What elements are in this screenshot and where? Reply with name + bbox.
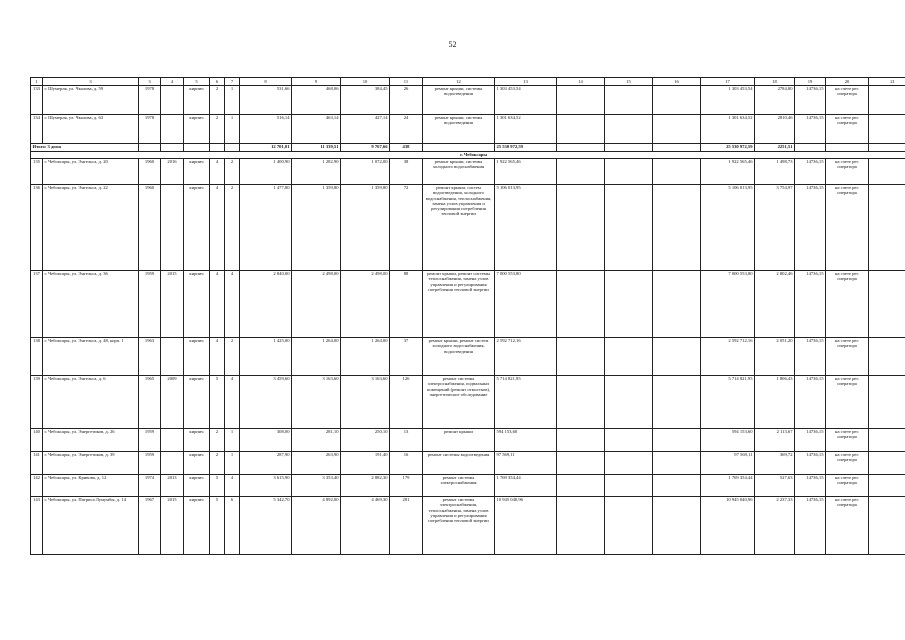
cell-cost-col-16 [653, 475, 701, 497]
column-number: 19 [795, 78, 826, 86]
cell-floors: 2 [210, 452, 225, 475]
table-row [31, 452, 905, 475]
cell-cost-col-16 [653, 185, 701, 271]
cell-cost-col-14 [557, 271, 605, 338]
cell-cost-col-15 [605, 159, 653, 185]
cell-cost-col-14 [557, 338, 605, 376]
cell-area-living: 463,14 [292, 115, 341, 144]
cell-cost-total: 7 000 553,80 [495, 271, 557, 338]
cell-floors: 2 [210, 115, 225, 144]
column-number: 15 [605, 78, 653, 86]
cell-floors: 2 [210, 86, 225, 115]
cell-wall-material: кирпич [184, 452, 210, 475]
cell-year-renovated [161, 452, 184, 475]
cell-wall-material: кирпич [184, 338, 210, 376]
cell-empty [795, 144, 826, 152]
cell-unit-cost: 2784,80 [755, 86, 795, 115]
cell-empty [210, 144, 225, 152]
cell-cost-other: 1 303 453,54 [701, 86, 755, 115]
cell-cost-total: 97 569,11 [495, 452, 557, 475]
table-row [31, 376, 905, 429]
cell-address: г. Чебоксары, ул. Энергетиков, д. 26 [43, 429, 139, 452]
cell-max-unit-cost: 14736,15 [795, 452, 826, 475]
cell-residents: 24 [390, 115, 423, 144]
cell-empty [161, 144, 184, 152]
cell-total-cost: 25 530 972,59 [495, 144, 557, 152]
cell-works-list: ремонт крыши [423, 429, 495, 452]
cell-year-built: 1965 [139, 376, 161, 429]
cell-cost-col-15 [605, 271, 653, 338]
cell-total-res: 9 767,66 [341, 144, 390, 152]
cell-cost-other: 594 153,60 [701, 429, 755, 452]
cell-entrances: 4 [225, 271, 240, 338]
cell-residents: 126 [390, 376, 423, 429]
cell-max-unit-cost: 14736,15 [795, 429, 826, 452]
total-row [31, 144, 905, 152]
cell-row-number: 134 [31, 115, 43, 144]
cell-area-residential: 2 882,30 [341, 475, 390, 497]
cell-cost-other: 1 922 565,46 [701, 159, 755, 185]
cell-max-unit-cost: 14736,15 [795, 271, 826, 338]
cell-cost-col-15 [605, 185, 653, 271]
cell-area-living: 1 282,90 [292, 159, 341, 185]
cell-floors: 5 [210, 376, 225, 429]
cell-empty [423, 144, 495, 152]
cell-wall-material: кирпич [184, 86, 210, 115]
column-number: 1 [31, 78, 43, 86]
cell-cost-total: 2 592 712,16 [495, 338, 557, 376]
cell-area-total: 5 342,70 [240, 497, 292, 555]
cell-row-number: 140 [31, 429, 43, 452]
cell-cost-col-16 [653, 497, 701, 555]
cell-cost-col-15 [605, 86, 653, 115]
cell-year-renovated: 2009 [161, 376, 184, 429]
cell-entrances: 1 [225, 86, 240, 115]
cell-area-living: 1 264,00 [292, 338, 341, 376]
cell-works-list: ремонт крыши, ремонт системы теплоснабжения, замена узлов управления и регулирования потребления тепловой энергии [423, 271, 495, 338]
cell-address: г. Чебоксары, ул. Энергетиков, д. 39 [43, 452, 139, 475]
cell-address: г. Чебоксары, ул. Энгельса, д. 48, корп. 1 [43, 338, 139, 376]
cell-empty [869, 144, 905, 152]
cell-area-total: 3 459,60 [240, 376, 292, 429]
cell-unit-cost: 2810,46 [755, 115, 795, 144]
page-number: 52 [448, 40, 457, 49]
cell-funding-method: на счете рег. оператора [826, 475, 869, 497]
cell-funding-method: на счете рег. оператора [826, 497, 869, 555]
cell-area-residential: 2 498,00 [341, 271, 390, 338]
cell-year-built: 1967 [139, 497, 161, 555]
cell-area-residential: 250,10 [341, 429, 390, 452]
cell-area-residential: 1 359,80 [341, 185, 390, 271]
cell-empty-col-21 [869, 475, 905, 497]
cell-entrances: 1 [225, 452, 240, 475]
cell-year-built: 1959 [139, 429, 161, 452]
cell-works-list: ремонт системы электроснабжения, теплоснабжения, замена узлов управления и регулирования потребления тепловой энергии [423, 497, 495, 555]
cell-address: г. Чебоксары, ул. Кривова, д. 12 [43, 475, 139, 497]
cell-works-list: ремонт крыши, ремонт систем холодного водоснабжения, водоотведения [423, 338, 495, 376]
city-heading-row [31, 152, 905, 159]
cell-unit-cost: 2 802,46 [755, 271, 795, 338]
cell-cost-total: 594 153,60 [495, 429, 557, 452]
column-number: 7 [225, 78, 240, 86]
cell-cost-col-14 [557, 185, 605, 271]
cell-entrances: 2 [225, 185, 240, 271]
cell-cost-col-14 [557, 159, 605, 185]
cell-unit-cost: 527,63 [755, 475, 795, 497]
cell-cost-col-15 [605, 429, 653, 452]
cell-year-built: 1963 [139, 338, 161, 376]
cell-cost-col-16 [653, 452, 701, 475]
table-row [31, 86, 905, 115]
table-row [31, 271, 905, 338]
cell-cost-total: 1 303 453,54 [495, 86, 557, 115]
cell-empty [653, 144, 701, 152]
cell-wall-material: кирпич [184, 115, 210, 144]
column-number: 16 [653, 78, 701, 86]
cell-entrances: 6 [225, 497, 240, 555]
column-number: 17 [701, 78, 755, 86]
cell-entrances: 2 [225, 159, 240, 185]
cell-max-unit-cost: 14736,15 [795, 338, 826, 376]
cell-funding-method: на счете рег. оператора [826, 338, 869, 376]
cell-works-list: ремонт системы электроснабжения, подвальных помещений (ремонт отмостков), энергетическое обследование [423, 376, 495, 429]
cell-area-living: 3 163,60 [292, 376, 341, 429]
cell-year-built: 1978 [139, 115, 161, 144]
cell-cost-col-14 [557, 497, 605, 555]
column-number: 18 [755, 78, 795, 86]
cell-empty [225, 144, 240, 152]
cell-area-living: 468,06 [292, 86, 341, 115]
cell-funding-method: на счете рег. оператора [826, 452, 869, 475]
cell-cost-other: 2 592 712,16 [701, 338, 755, 376]
table-row [31, 475, 905, 497]
cell-residents: 26 [390, 86, 423, 115]
cell-year-renovated: 2015 [161, 497, 184, 555]
cell-cost-col-16 [653, 86, 701, 115]
cell-year-renovated [161, 185, 184, 271]
cell-area-residential: 1 072,00 [341, 159, 390, 185]
cell-area-residential: 427,14 [341, 115, 390, 144]
cell-area-total: 2 840,00 [240, 271, 292, 338]
cell-works-list: ремонт системы водоотведения [423, 452, 495, 475]
column-number: 9 [292, 78, 341, 86]
cell-cost-col-15 [605, 338, 653, 376]
cell-row-number: 143 [31, 497, 43, 555]
cell-cost-col-15 [605, 497, 653, 555]
cell-funding-method: на счете рег. оператора [826, 376, 869, 429]
cell-total-living: 11 339,51 [292, 144, 341, 152]
cell-row-number: 142 [31, 475, 43, 497]
column-number: 21 [869, 78, 905, 86]
cell-unit-cost: 1 806,43 [755, 376, 795, 429]
cell-empty [139, 144, 161, 152]
column-number: 11 [390, 78, 423, 86]
table-body [31, 78, 905, 555]
cell-area-residential: 191,40 [341, 452, 390, 475]
cell-unit-cost: 369,72 [755, 452, 795, 475]
cell-row-number: 135 [31, 159, 43, 185]
cell-total-area: 12 701,01 [240, 144, 292, 152]
cell-year-renovated: 2016 [161, 159, 184, 185]
cell-year-built: 1959 [139, 271, 161, 338]
cell-works-list: ремонт крыши, системы водоотведения [423, 86, 495, 115]
table-row [31, 338, 905, 376]
cell-entrances: 4 [225, 475, 240, 497]
cell-cost-col-14 [557, 452, 605, 475]
cell-empty-col-21 [869, 86, 905, 115]
cell-year-renovated [161, 86, 184, 115]
cell-cost-total: 1 922 565,46 [495, 159, 557, 185]
column-number: 6 [210, 78, 225, 86]
cell-empty-col-21 [869, 452, 905, 475]
cell-floors: 5 [210, 497, 225, 555]
cell-cost-col-14 [557, 86, 605, 115]
cell-max-unit-cost: 14736,15 [795, 475, 826, 497]
cell-max-unit-cost: 14736,15 [795, 185, 826, 271]
cell-area-residential: 4 469,30 [341, 497, 390, 555]
cell-wall-material: кирпич [184, 159, 210, 185]
cell-unit-cost: 3 754,97 [755, 185, 795, 271]
table-row [31, 497, 905, 555]
column-number: 3 [43, 78, 139, 86]
column-number: 12 [423, 78, 495, 86]
cell-area-residential: 3 163,60 [341, 376, 390, 429]
cell-floors: 4 [210, 271, 225, 338]
cell-max-unit-cost: 14736,15 [795, 86, 826, 115]
cell-total-residents: 438 [390, 144, 423, 152]
cell-cost-col-15 [605, 475, 653, 497]
cell-address: г. Шумерля, ул. Чкалова, д. 59 [43, 86, 139, 115]
cell-residents: 72 [390, 185, 423, 271]
cell-floors: 5 [210, 475, 225, 497]
cell-address: г. Шумерля, ул. Чкалова, д. 63 [43, 115, 139, 144]
cell-cost-total: 1 301 634,52 [495, 115, 557, 144]
cell-cost-other: 1 301 634,52 [701, 115, 755, 144]
cell-area-total: 516,14 [240, 115, 292, 144]
cell-address: г. Чебоксары, ул. Энгельса, д. 36 [43, 271, 139, 338]
cell-unit-cost: 1 498,73 [755, 159, 795, 185]
cell-entrances: 2 [225, 338, 240, 376]
cell-funding-method: на счете рег. оператора [826, 185, 869, 271]
cell-area-residential: 384,45 [341, 86, 390, 115]
cell-area-living: 1 359,80 [292, 185, 341, 271]
cell-empty [184, 144, 210, 152]
cell-cost-total: 5 106 013,95 [495, 185, 557, 271]
cell-entrances: 4 [225, 376, 240, 429]
cell-cost-total: 5 714 821,95 [495, 376, 557, 429]
cell-empty [557, 144, 605, 152]
cell-empty [826, 144, 869, 152]
cell-area-residential: 1 264,00 [341, 338, 390, 376]
cell-cost-other: 97 569,11 [701, 452, 755, 475]
cell-cost-other: 5 714 821,95 [701, 376, 755, 429]
cell-address: г. Чебоксары, ул. Энгельса, д. 6 [43, 376, 139, 429]
cell-floors: 4 [210, 185, 225, 271]
cell-year-built: 1959 [139, 452, 161, 475]
column-number: 14 [557, 78, 605, 86]
cell-wall-material: кирпич [184, 497, 210, 555]
cell-area-total: 308,00 [240, 429, 292, 452]
cell-empty-col-21 [869, 376, 905, 429]
cell-entrances: 1 [225, 429, 240, 452]
cell-empty-col-21 [869, 115, 905, 144]
table-row [31, 115, 905, 144]
cell-year-built: 1978 [139, 86, 161, 115]
cell-residents: 38 [390, 159, 423, 185]
cell-year-renovated [161, 429, 184, 452]
cell-empty-col-21 [869, 497, 905, 555]
cell-area-living: 3 353,40 [292, 475, 341, 497]
cell-empty [605, 144, 653, 152]
cell-area-living: 281,10 [292, 429, 341, 452]
cell-row-number: 133 [31, 86, 43, 115]
cell-area-total: 531,66 [240, 86, 292, 115]
cell-empty-col-21 [869, 429, 905, 452]
table-row [31, 429, 905, 452]
cell-residents: 88 [390, 271, 423, 338]
column-number: 20 [826, 78, 869, 86]
column-number: 4 [161, 78, 184, 86]
cell-area-total: 287,90 [240, 452, 292, 475]
cell-cost-col-16 [653, 271, 701, 338]
cell-row-number: 139 [31, 376, 43, 429]
cell-year-renovated [161, 115, 184, 144]
cell-total-label: Итого: 3 дома [31, 144, 139, 152]
cell-cost-other: 7 000 553,80 [701, 271, 755, 338]
cell-residents: 281 [390, 497, 423, 555]
cell-row-number: 141 [31, 452, 43, 475]
cell-empty-col-21 [869, 185, 905, 271]
cell-address: г. Чебоксары, ул. Энгельса, д. 22 [43, 185, 139, 271]
cell-cost-col-16 [653, 429, 701, 452]
cell-cost-total: 1 769 354,44 [495, 475, 557, 497]
column-number: 3 [139, 78, 161, 86]
cell-empty-col-21 [869, 338, 905, 376]
cell-cost-col-16 [653, 376, 701, 429]
cell-year-built: 1960 [139, 159, 161, 185]
cell-max-unit-cost: 14736,15 [795, 159, 826, 185]
cell-unit-cost: 2 113,67 [755, 429, 795, 452]
cell-area-total: 3 615,90 [240, 475, 292, 497]
cell-year-renovated: 2013 [161, 475, 184, 497]
cell-works-list: ремонт крыши, систем водоотведения, холодного водоснабжения, теплоснабжения, замена узлов управления и регулирования потребления тепловой энергии [423, 185, 495, 271]
table-row [31, 185, 905, 271]
cell-year-renovated: 2015 [161, 271, 184, 338]
cell-area-total: 1 400,90 [240, 159, 292, 185]
cell-residents: 13 [390, 429, 423, 452]
column-number: 13 [495, 78, 557, 86]
cell-empty-col-21 [869, 271, 905, 338]
cell-funding-method: на счете рег. оператора [826, 429, 869, 452]
cell-max-unit-cost: 14736,15 [795, 115, 826, 144]
cell-floors: 4 [210, 159, 225, 185]
cell-area-living: 2 498,00 [292, 271, 341, 338]
cell-max-unit-cost: 14736,15 [795, 497, 826, 555]
cell-unit-cost: 2 051,20 [755, 338, 795, 376]
cell-funding-method: на счете рег. оператора [826, 86, 869, 115]
cell-empty-col-21 [869, 159, 905, 185]
cell-cost-other: 5 106 013,95 [701, 185, 755, 271]
cell-residents: 37 [390, 338, 423, 376]
cell-row-number: 138 [31, 338, 43, 376]
cell-cost-col-14 [557, 429, 605, 452]
table-row [31, 159, 905, 185]
cell-wall-material: кирпич [184, 271, 210, 338]
cell-address: г. Чебоксары, ул. Патриса Лумумбы, д. 14 [43, 497, 139, 555]
city-heading: г. Чебоксары [31, 152, 905, 159]
cell-floors: 2 [210, 429, 225, 452]
cell-cost-col-14 [557, 475, 605, 497]
cell-works-list: ремонт крыши, системы холодного водоснабжения [423, 159, 495, 185]
cell-cost-col-15 [605, 452, 653, 475]
cell-area-total: 1 425,00 [240, 338, 292, 376]
cell-row-number: 137 [31, 271, 43, 338]
cell-area-living: 263,90 [292, 452, 341, 475]
cell-max-unit-cost: 14736,15 [795, 376, 826, 429]
cell-address: г. Чебоксары, ул. Энгельса, д. 20 [43, 159, 139, 185]
cell-row-number: 136 [31, 185, 43, 271]
column-number: 8 [240, 78, 292, 86]
cell-cost-col-14 [557, 115, 605, 144]
cell-cost-other: 10 945 040,96 [701, 497, 755, 555]
cell-wall-material: кирпич [184, 475, 210, 497]
cell-cost-col-14 [557, 376, 605, 429]
cell-residents: 179 [390, 475, 423, 497]
cell-works-list: ремонт системы электроснабжения [423, 475, 495, 497]
cell-area-living: 4 892,00 [292, 497, 341, 555]
cell-cost-col-16 [653, 338, 701, 376]
cell-floors: 4 [210, 338, 225, 376]
column-number-row [31, 78, 905, 86]
column-number: 5 [184, 78, 210, 86]
cell-year-renovated [161, 338, 184, 376]
register-table [30, 77, 905, 555]
cell-wall-material: кирпич [184, 376, 210, 429]
cell-funding-method: на счете рег. оператора [826, 115, 869, 144]
cell-funding-method: на счете рег. оператора [826, 159, 869, 185]
column-number: 10 [341, 78, 390, 86]
cell-year-built: 1960 [139, 185, 161, 271]
cell-wall-material: кирпич [184, 429, 210, 452]
cell-cost-col-15 [605, 376, 653, 429]
cell-cost-col-16 [653, 115, 701, 144]
cell-total-cost-other: 25 530 972,59 [701, 144, 755, 152]
cell-entrances: 1 [225, 115, 240, 144]
cell-cost-col-15 [605, 115, 653, 144]
cell-residents: 16 [390, 452, 423, 475]
cell-funding-method: на счете рег. оператора [826, 271, 869, 338]
cell-cost-col-16 [653, 159, 701, 185]
cell-total-unit-cost: 2251,51 [755, 144, 795, 152]
cell-year-built: 1974 [139, 475, 161, 497]
cell-cost-total: 10 945 040,96 [495, 497, 557, 555]
cell-unit-cost: 2 237,33 [755, 497, 795, 555]
cell-works-list: ремонт крыши, системы водоотведения [423, 115, 495, 144]
cell-wall-material: кирпич [184, 185, 210, 271]
cell-cost-other: 1 769 354,44 [701, 475, 755, 497]
cell-area-total: 1 477,80 [240, 185, 292, 271]
